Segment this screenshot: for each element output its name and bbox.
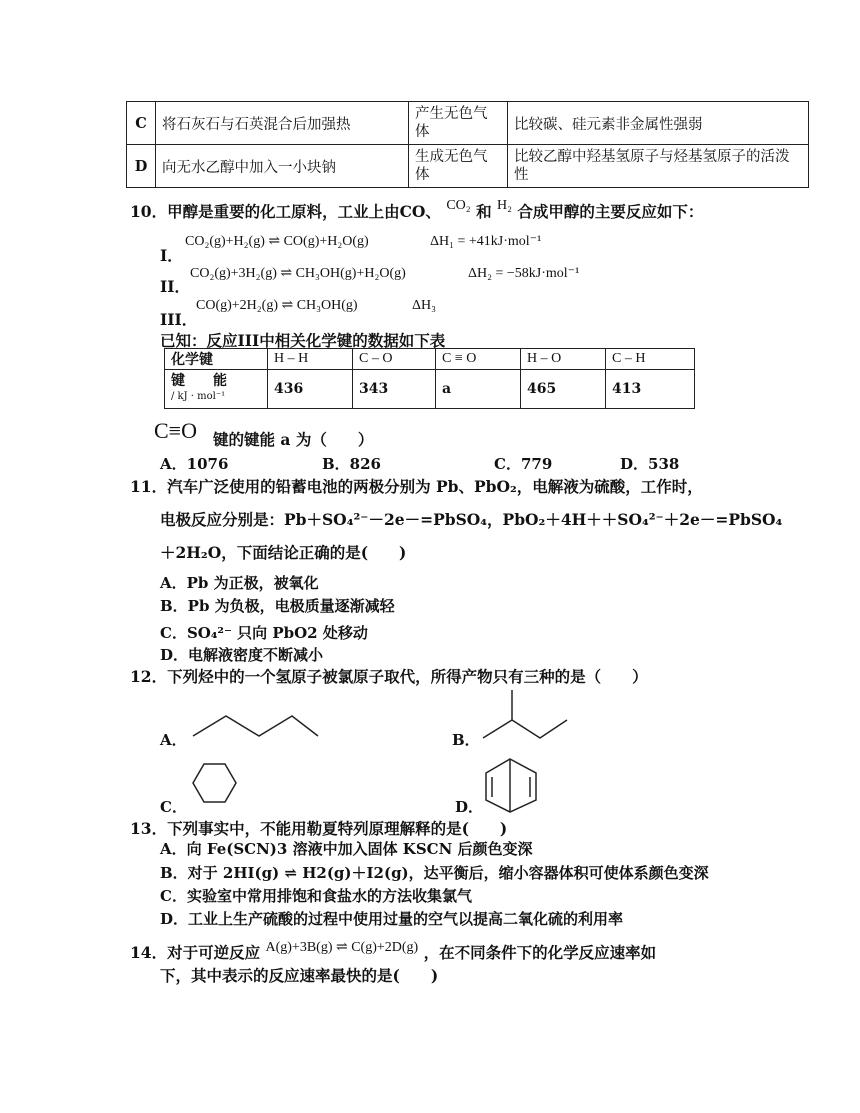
option-b: B． bbox=[452, 731, 480, 749]
bond-value: 343 bbox=[353, 370, 436, 409]
option-a: A．Pb 为正极，被氧化 bbox=[160, 574, 319, 592]
operation-cell: 向无水乙醇中加入一小块钠 bbox=[156, 145, 409, 188]
bond-value: 413 bbox=[606, 370, 695, 409]
table-header: H – H bbox=[268, 349, 353, 370]
option-c: C．实验室中常用排饱和食盐水的方法收集氯气 bbox=[160, 887, 472, 905]
option-a: A．向 Fe(SCN)3 溶液中加入固体 KSCN 后颜色变深 bbox=[160, 840, 533, 858]
reaction-equation: CO₂(g)+3H₂(g) ⇌ CH₃OH(g)+H₂O(g) bbox=[190, 266, 406, 281]
table-header: 化学键 bbox=[165, 349, 268, 370]
q10-stem-b: 合成甲醇的主要反应如下： bbox=[517, 202, 704, 221]
q14-stem-a: 14．对于可逆反应 bbox=[130, 943, 261, 962]
option-b: B．Pb 为负极，电极质量逐渐减轻 bbox=[160, 597, 395, 615]
option-d: D．电解液密度不断减小 bbox=[160, 646, 324, 664]
bond-value: 465 bbox=[521, 370, 606, 409]
option-d: D． bbox=[455, 798, 484, 816]
reaction-label: II． bbox=[160, 277, 191, 296]
option-a: A．1076 bbox=[160, 455, 229, 473]
bond-value: a bbox=[436, 370, 521, 409]
q11-line1: 11．汽车广泛使用的铅蓄电池的两极分别为 Pb、PbO₂，电解液为硫酸，工作时， bbox=[130, 477, 703, 496]
row-label: 键 能 bbox=[171, 373, 227, 389]
reaction-label: I． bbox=[160, 246, 183, 265]
q10-and: 和 bbox=[476, 202, 492, 221]
reaction-enthalpy: ΔH₃ bbox=[412, 298, 436, 313]
reaction-enthalpy: ΔH₁ = +41kJ·mol⁻¹ bbox=[430, 234, 542, 249]
q14-equation: A(g)+3B(g) ⇌ C(g)+2D(g) bbox=[265, 940, 419, 955]
reaction-equation: CO₂(g)+H₂(g) ⇌ CO(g)+H₂O(g) bbox=[185, 234, 369, 249]
q10-stem-a: 10．甲醇是重要的化工原料，工业上由CO、 bbox=[130, 202, 441, 221]
table-header: H – O bbox=[521, 349, 606, 370]
q12-stem: 12．下列烃中的一个氢原子被氯原子取代，所得产物只有三种的是（ ） bbox=[130, 667, 648, 686]
option-c: C． bbox=[160, 798, 187, 816]
q10-co2: CO₂ bbox=[446, 198, 471, 213]
q10-h2: H₂ bbox=[497, 198, 512, 213]
reaction-enthalpy: ΔH₂ = −58kJ·mol⁻¹ bbox=[468, 266, 580, 281]
option-b: B．对于 2HI(g) ⇌ H2(g)＋I2(g)，达平衡后，缩小容器体积可使体系颜色变深 bbox=[160, 864, 709, 882]
row-label: C bbox=[127, 102, 156, 145]
phenomenon-text: 产生无色气体 bbox=[415, 106, 488, 140]
bond-value: 436 bbox=[268, 370, 353, 409]
q11-line2: 电极反应分别是：Pb＋SO₄²⁻－2e－=PbSO₄，PbO₂＋4H＋＋SO₄²⁻＋2e－=PbSO₄ bbox=[160, 510, 783, 529]
row-unit: / kJ · mol⁻¹ bbox=[171, 391, 226, 402]
q14-line2: 下，其中表示的反应速率最快的是( ) bbox=[160, 966, 439, 985]
ask-formula: C≡O bbox=[154, 418, 197, 443]
operation-cell: 将石灰石与石英混合后加强热 bbox=[156, 102, 409, 145]
option-d: D．538 bbox=[620, 455, 680, 473]
table-header: C ≡ O bbox=[436, 349, 521, 370]
purpose-cell: 比较碳、硅元素非金属性强弱 bbox=[508, 102, 809, 145]
option-b: B．826 bbox=[322, 455, 381, 473]
row-label: D bbox=[127, 145, 156, 188]
table-header: C – H bbox=[606, 349, 695, 370]
option-c: C．779 bbox=[494, 455, 553, 473]
q14-stem bbox=[130, 941, 656, 963]
option-c: C．SO₄²⁻ 只向 PbO2 处移动 bbox=[160, 624, 368, 642]
q10-known: 已知：反应III中相关化学键的数据如下表 bbox=[160, 331, 446, 350]
reaction-equation: CO(g)+2H₂(g) ⇌ CH₃OH(g) bbox=[196, 298, 358, 313]
table-header: C – O bbox=[353, 349, 436, 370]
reaction-label: III． bbox=[160, 310, 198, 329]
purpose-text: 比较乙醇中羟基氢原子与烃基氢原子的活泼性 bbox=[514, 149, 790, 183]
q11-line3: ＋2H₂O，下面结论正确的是( ) bbox=[160, 543, 407, 562]
option-d: D．工业上生产硫酸的过程中使用过量的空气以提高二氧化硫的利用率 bbox=[160, 910, 624, 928]
q14-stem-b: ，在不同条件下的化学反应速率如 bbox=[423, 943, 657, 962]
q13-stem: 13．下列事实中，不能用勒夏特列原理解释的是( ) bbox=[130, 819, 508, 838]
phenomenon-text: 生成无色气体 bbox=[415, 149, 488, 183]
option-a: A． bbox=[160, 731, 187, 749]
ask-text: 键的键能 a 为（ ） bbox=[213, 430, 374, 449]
